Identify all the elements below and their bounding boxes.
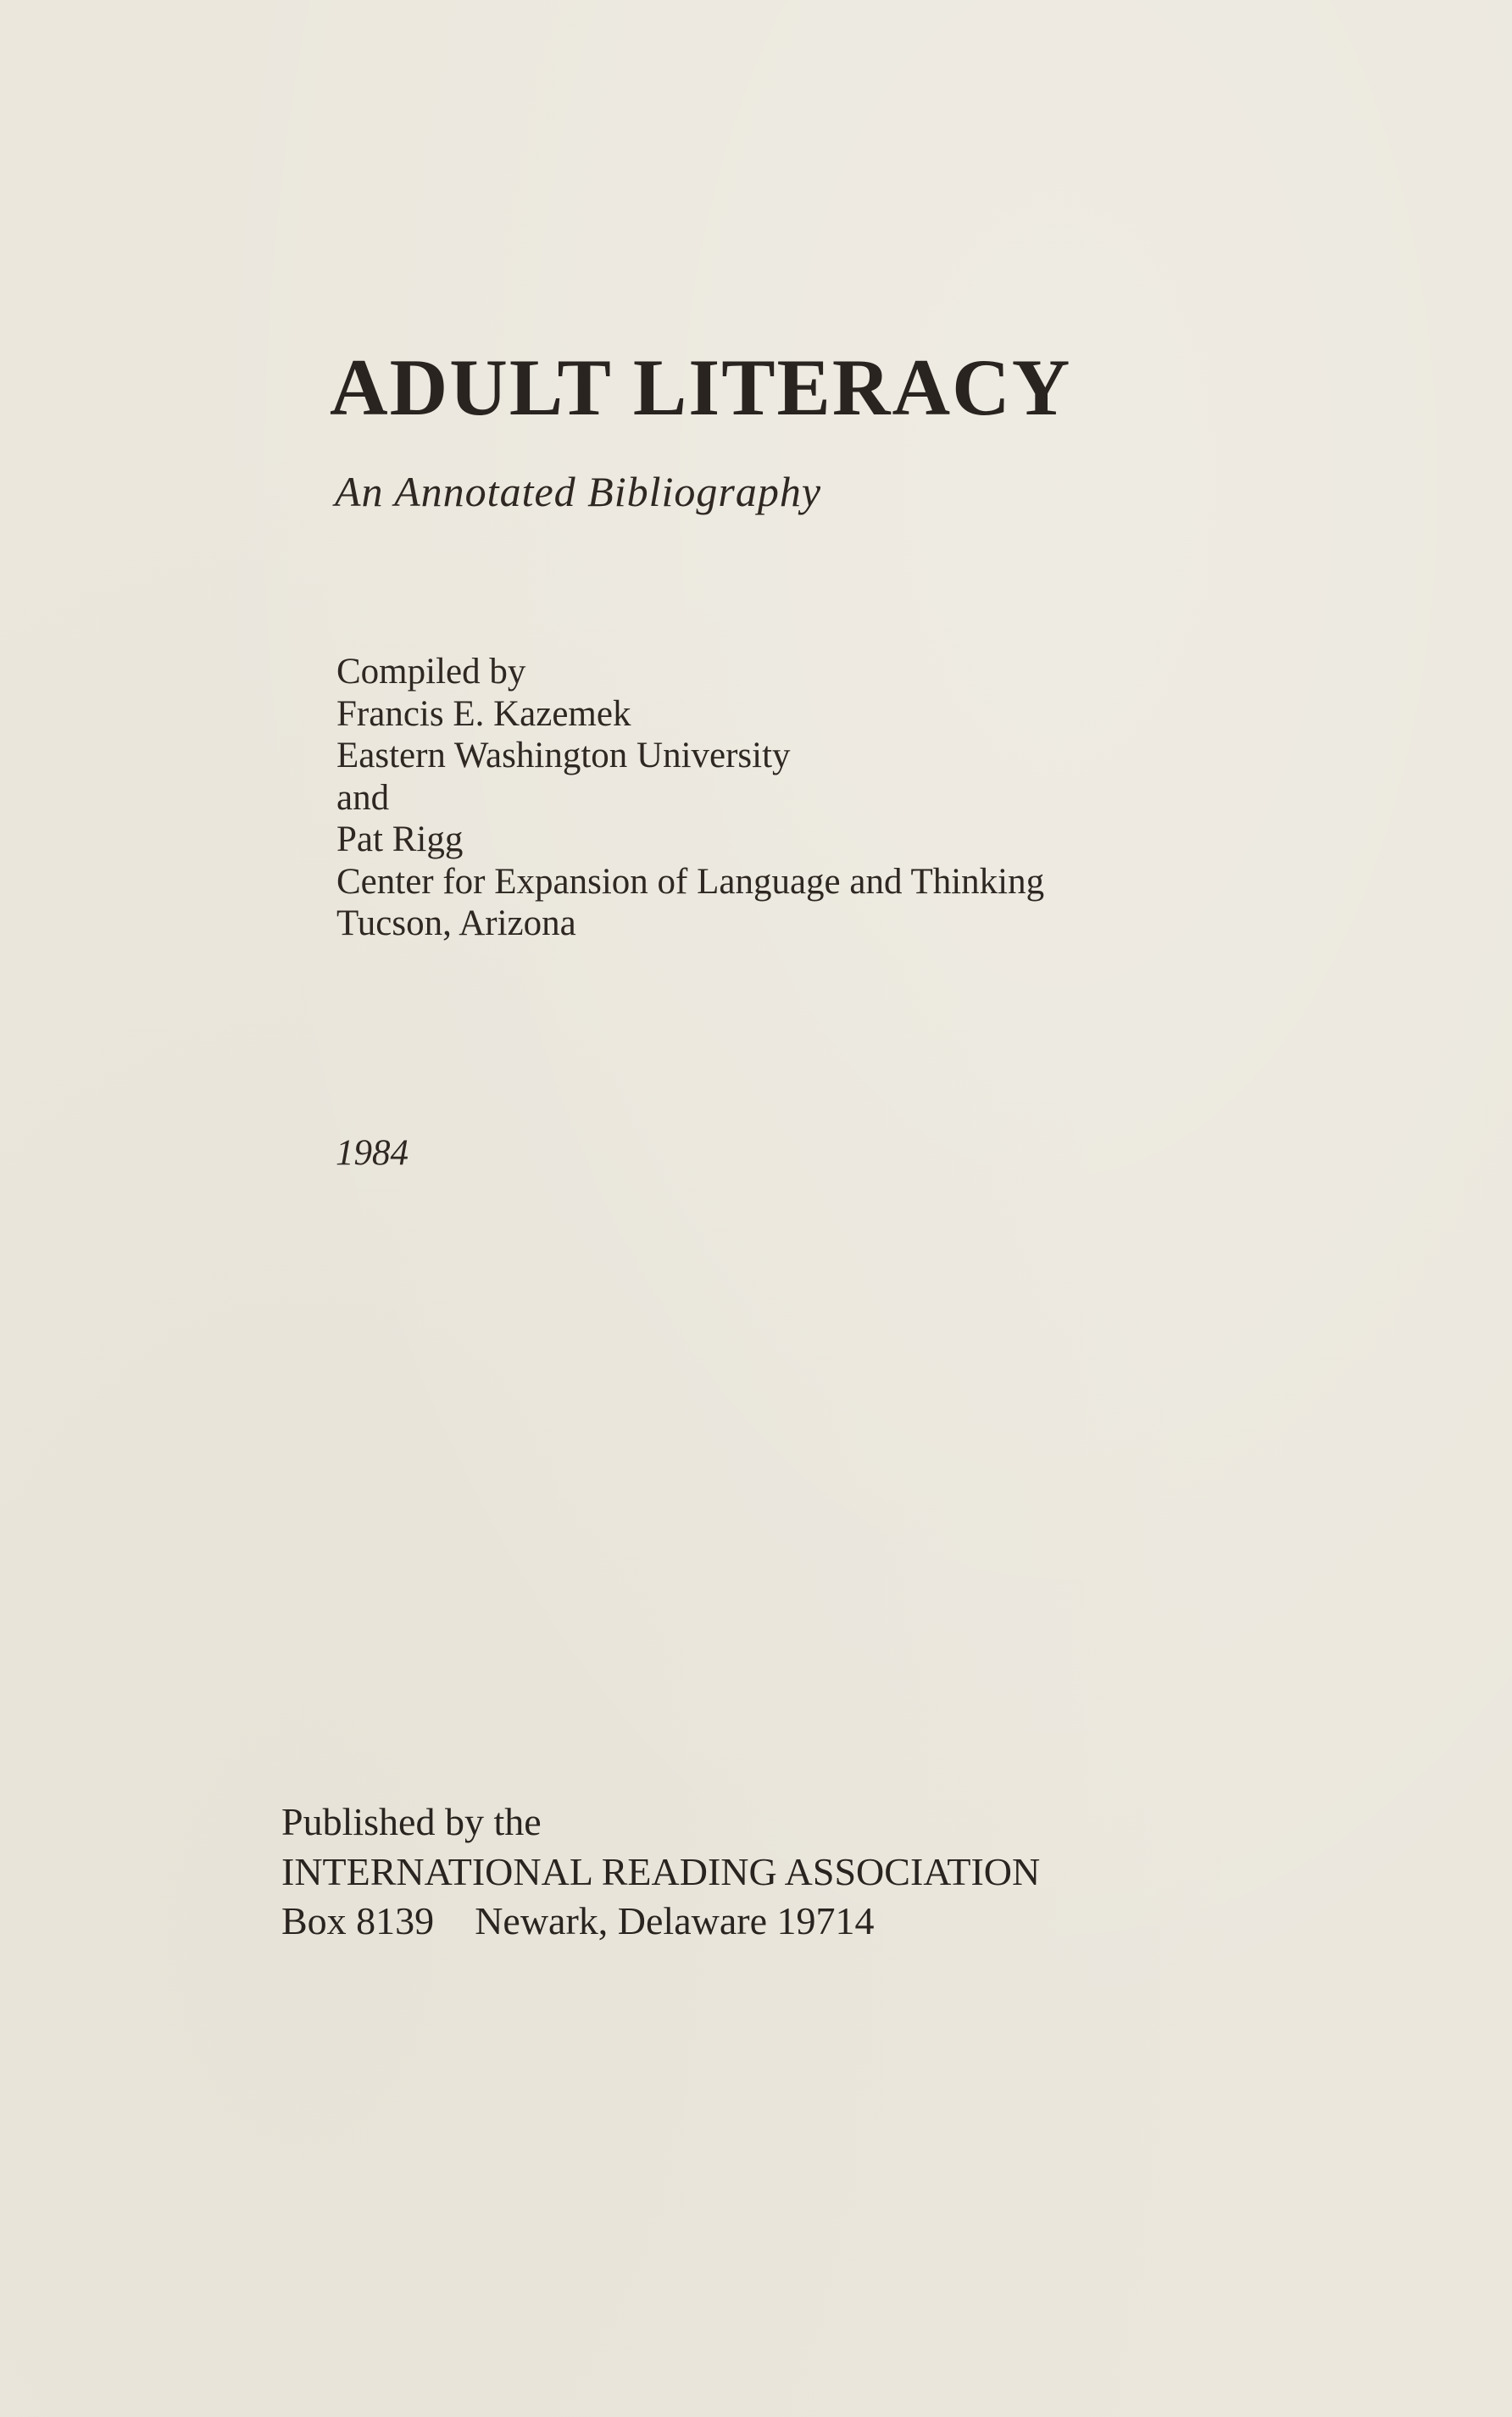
publisher-box: Box 8139 [281,1899,435,1942]
book-title: ADULT LITERACY [330,342,1072,432]
book-subtitle: An Annotated Bibliography [335,468,822,515]
publisher-block [281,1797,1040,1947]
compiler-credits [336,651,1044,945]
compiled-by-label: Compiled by [336,652,526,692]
publisher-address [281,1897,1040,1947]
publication-year: 1984 [336,1133,409,1173]
publisher-name: INTERNATIONAL READING ASSOCIATION [281,1849,1041,1893]
publisher-city: Newark, Delaware 19714 [475,1899,875,1942]
compiler-2-location: Tucson, Arizona [336,903,576,943]
publisher-intro: Published by the [281,1800,542,1843]
credits-conjunction: and [336,777,390,818]
compiler-2-affiliation: Center for Expansion of Language and Thinking [336,861,1045,902]
compiler-1-affiliation: Eastern Washington University [336,736,791,775]
compiler-2-name: Pat Rigg [336,820,464,859]
compiler-1-name: Francis E. Kazemek [336,693,631,734]
